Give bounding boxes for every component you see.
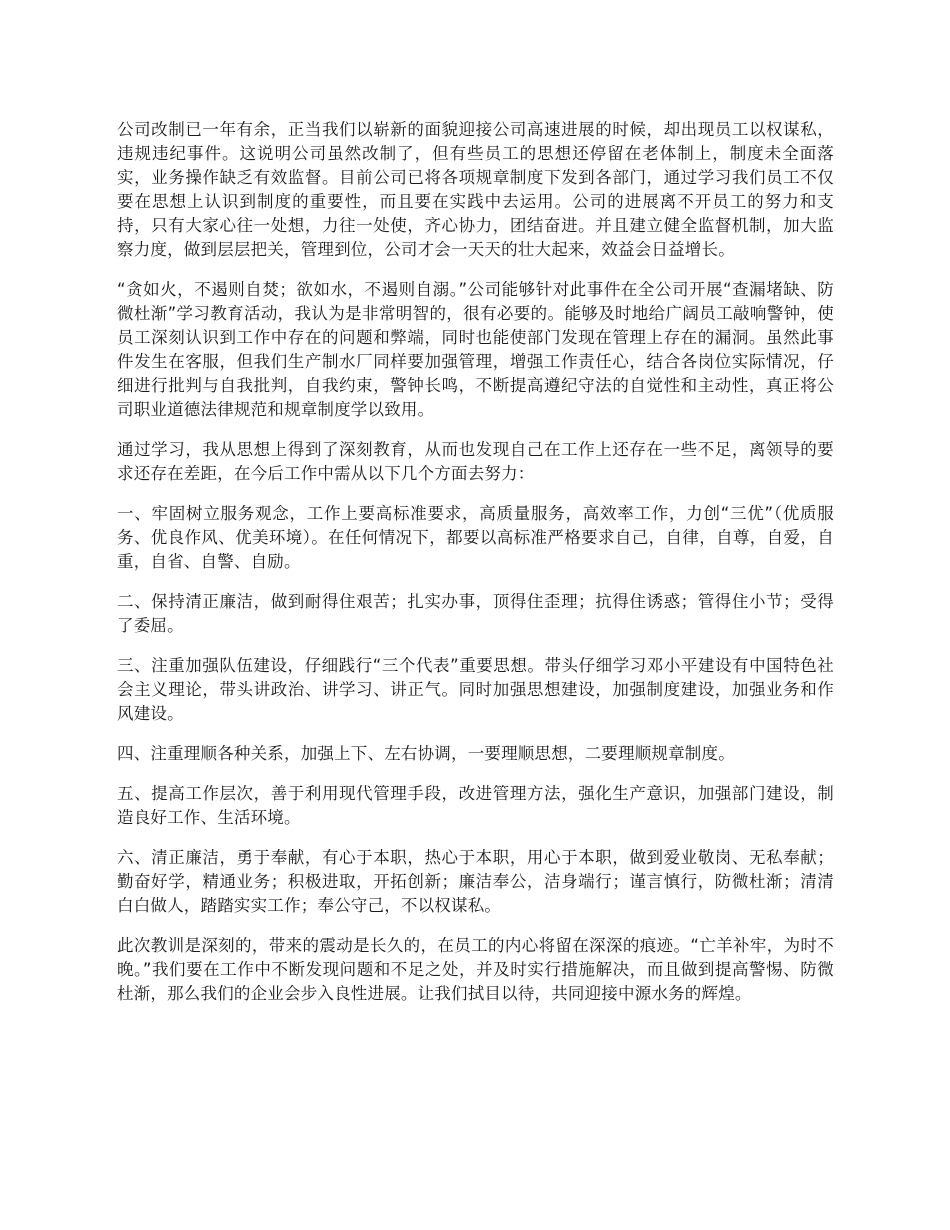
- paragraph-5: 二、保持清正廉洁，做到耐得住艰苦；扎实办事，顶得住歪理；抗得住诱惑；管得住小节；受得了委屈。: [117, 592, 834, 635]
- paragraph-2: “贪如火，不遏则自焚；欲如水，不遏则自溺。”公司能够针对此事件在全公司开展“查漏堵缺、防微杜渐”学习教育活动，我认为是非常明智的，很有必要的。能够及时地给广阔员工敲响警钟，使员工深刻认识到工作中存在的问题和弊端，同时也能使部门发现在管理上存在的漏洞。虽然此事件发生在客服，但我们生产制水厂同样要加强管理，增强工作责任心，结合各岗位实际情况，仔细进行批判与自我批判，自我约束，警钟长鸣，不断提高遵纪守法的自觉性和主动性，真正将公司职业道德法律规范和规章制度学以致用。: [117, 280, 834, 419]
- paragraph-1: 公司改制已一年有余，正当我们以崭新的面貌迎接公司高速进展的时候，却出现员工以权谋私，违规违纪事件。这说明公司虽然改制了，但有些员工的思想还停留在老体制上，制度未全面落实，业务操作缺乏有效监督。目前公司已将各项规章制度下发到各部门，通过学习我们员工不仅要在思想上认识到制度的重要性，而且要在实践中去运用。公司的进展离不开员工的努力和支持，只有大家心往一处想，力往一处使，齐心协力，团结奋进。并且建立健全监督机制，加大监察力度，做到层层把关，管理到位，公司才会一天天的壮大起来，效益会日益增长。: [117, 120, 834, 259]
- paragraph-4: 一、牢固树立服务观念，工作上要高标准要求，高质量服务，高效率工作，力创“三优”（优质服务、优良作风、优美环境）。在任何情况下，都要以高标准严格要求自己，自律，自尊，自爱，自重，自省、自警、自励。: [117, 504, 834, 571]
- paragraph-9: 六、清正廉洁，勇于奉献，有心于本职，热心于本职，用心于本职，做到爱业敬岗、无私奉献；勤奋好学，精通业务；积极进取，开拓创新；廉洁奉公，洁身端行；谨言慎行，防微杜渐；清清白白做人，踏踏实实工作；奉公守己，不以权谋私。: [117, 848, 834, 915]
- paragraph-8: 五、提高工作层次，善于利用现代管理手段，改进管理方法，强化生产意识，加强部门建设，制造良好工作、生活环境。: [117, 784, 834, 827]
- paragraph-3: 通过学习，我从思想上得到了深刻教育，从而也发现自己在工作上还存在一些不足，离领导的要求还存在差距，在今后工作中需从以下几个方面去努力：: [117, 440, 834, 483]
- paragraph-7: 四、注重理顺各种关系，加强上下、左右协调，一要理顺思想，二要理顺规章制度。: [117, 744, 735, 763]
- document-body: [117, 118, 834, 1022]
- paragraph-10: 此次教训是深刻的，带来的震动是长久的，在员工的内心将留在深深的痕迹。“亡羊补牢，为时不晚。”我们要在工作中不断发现问题和不足之处，并及时实行措施解决，而且做到提高警惕、防微杜渐，那么我们的企业会步入良性进展。让我们拭目以待，共同迎接中源水务的辉煌。: [117, 936, 834, 1003]
- paragraph-6: 三、注重加强队伍建设，仔细践行“三个代表”重要思想。带头仔细学习邓小平建设有中国特色社会主义理论，带头讲政治、讲学习、讲正气。同时加强思想建设，加强制度建设，加强业务和作风建设。: [117, 656, 834, 723]
